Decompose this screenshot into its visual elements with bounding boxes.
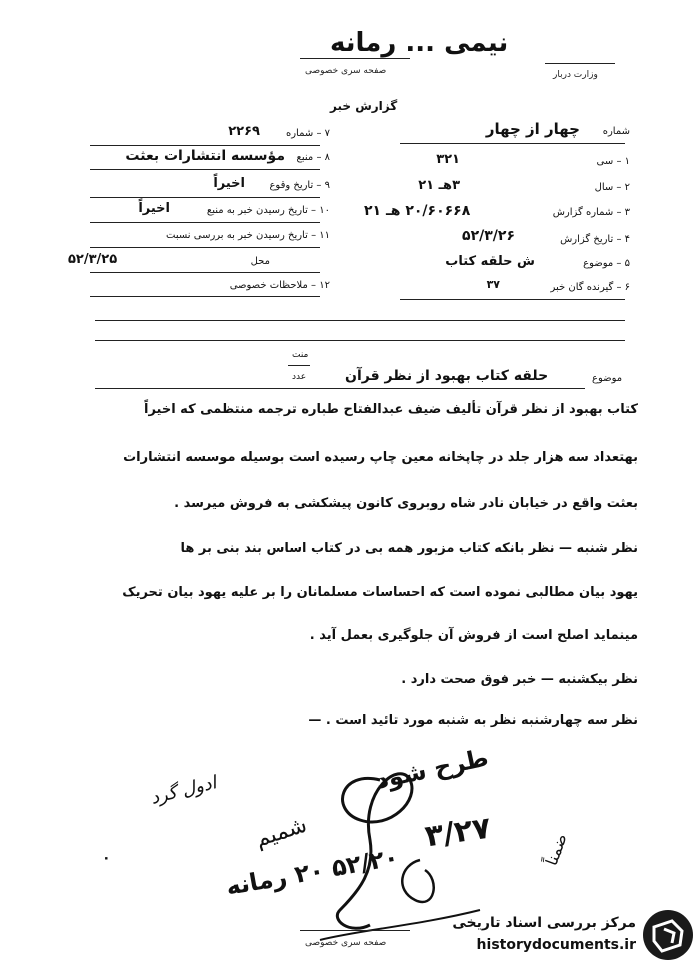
field-label: ۱ – سی (596, 156, 630, 167)
header-right-underline (545, 63, 615, 64)
left-field (80, 201, 330, 221)
field-label: ۱۲ – ملاحظات خصوصی (229, 280, 330, 291)
field-label: ۴ – تاریخ گزارش (560, 234, 630, 245)
body-line: نظر بیکشنبه — خبر فوق صحت دارد . (401, 672, 638, 687)
right-field (390, 178, 630, 198)
subject-text: حلقه کتاب بهبود از نظر قرآن (345, 368, 549, 384)
left-field (80, 148, 330, 168)
left-field (80, 226, 330, 246)
field-value: ۲۲۶۹ (228, 124, 260, 139)
divider (90, 169, 320, 170)
subject-rule (95, 388, 585, 389)
field-value: ۲۰/۶۰۶۶۸ هـ ۲۱ (364, 203, 471, 219)
right-field (390, 254, 630, 274)
field-value: ۵۲/۳/۲۶ (462, 228, 515, 244)
handwritten-note: ۳/۲۷ (422, 810, 494, 855)
field-value: اخیراً (213, 176, 245, 191)
body-line: نظر سه چهارشنبه نظر به شنبه مورد تائید است . — (308, 713, 638, 728)
subject-note-bottom: عدد (292, 372, 307, 382)
left-field (80, 276, 330, 296)
field-value: اخیراً (138, 201, 170, 216)
right-field (390, 228, 630, 250)
header-left-caption: صفحه سری خصوصی (305, 66, 387, 76)
header-title: نیمی ... رمانه (330, 28, 509, 58)
watermark (436, 905, 694, 965)
divider (400, 143, 625, 144)
field-label: ۷ – شماره (285, 128, 330, 139)
field-value: ۳هـ ۲۱ (418, 178, 460, 193)
handwritten-note: ادول گرد (148, 772, 219, 809)
divider (90, 197, 320, 198)
report-title: گزارش خبر (330, 99, 398, 113)
body-line: مینماید اصلح است از فروش آن جلوگیری بعمل آید . (309, 628, 638, 643)
subject-note-rule (288, 365, 310, 366)
margin-mark: ٠ (102, 850, 111, 866)
field-label: ۲ – سال (594, 182, 630, 193)
body-line: کتاب بهبود از نظر قرآن تألیف ضیف عبدالفتاح طباره ترجمه منتظمی که اخیراً (143, 402, 638, 417)
right-field (390, 152, 630, 172)
watermark-url[interactable]: historydocuments.ir (476, 937, 636, 953)
watermark-title: مرکز بررسی اسناد تاریخی (452, 915, 636, 931)
footer-rule (300, 930, 410, 931)
body-line: بعثت واقع در خیابان نادر شاه روبروی کانون پیشکشی به فروش میرسد . (174, 496, 638, 511)
field-label: ۶ – گیرنده گان خبر (550, 282, 630, 293)
field-label: ۹ – تاریخ وقوع (269, 180, 330, 191)
field-value: ۳۷ (486, 278, 500, 291)
divider (400, 299, 625, 300)
field-label: محل (250, 256, 270, 267)
right-field (390, 120, 630, 142)
field-value: مؤسسه انتشارات بعثت (125, 148, 285, 164)
header-right-caption: وزارت دربار (553, 70, 598, 80)
divider (90, 296, 320, 297)
field-label: ۸ – منبع (296, 152, 330, 163)
body-line: بهتعداد سه هزار جلد در چاپخانه معین چاپ رسیده است بوسیله موسسه انتشارات (123, 450, 638, 465)
handwritten-note: شمیم (252, 812, 311, 853)
field-value: ۳۲۱ (436, 152, 460, 167)
subject-note-top: منت (292, 350, 309, 360)
subject-label: موضوع (592, 373, 623, 384)
body-line: نظر شنبه — نظر بانکه کتاب مزبور همه بی در کتاب اساس بند بنی بر ها (180, 541, 638, 556)
footer-caption: صفحه سری خصوصی (305, 938, 387, 948)
right-field (360, 203, 630, 225)
field-label: شماره (602, 126, 630, 137)
body-line: یهود بیان مطالبی نموده است که احساسات مسلمانان را بر علیه یهود بیان تحریک (122, 585, 638, 600)
handwritten-note: ۵۲/۲۰ ۲۰ رمانه (223, 843, 401, 901)
left-field (80, 176, 330, 196)
field-label: ۵ – موضوع (583, 258, 630, 269)
archive-logo-icon (642, 909, 694, 961)
field-label: ۱۱ – تاریخ رسیدن خبر به بررسی نسبت (166, 230, 330, 241)
divider (90, 272, 320, 273)
left-field (80, 124, 330, 144)
divider (90, 222, 320, 223)
field-value: ۵۲/۳/۲۵ (68, 252, 118, 267)
field-label: ۳ – شماره گزارش (552, 207, 630, 218)
handwritten-note: ضمناً (541, 830, 571, 869)
field-value: چهار از چهار (485, 120, 580, 138)
field-label: ۱۰ – تاریخ رسیدن خبر به منبع (206, 205, 330, 216)
divider (90, 145, 320, 146)
divider (90, 247, 320, 248)
right-field (390, 278, 630, 298)
left-field (60, 252, 330, 272)
header-underline (300, 58, 410, 59)
ruled-line (95, 320, 625, 321)
handwritten-note: طرح شود (373, 743, 491, 795)
ruled-line (95, 340, 625, 341)
field-value: ش حلقه کتاب (445, 254, 535, 269)
